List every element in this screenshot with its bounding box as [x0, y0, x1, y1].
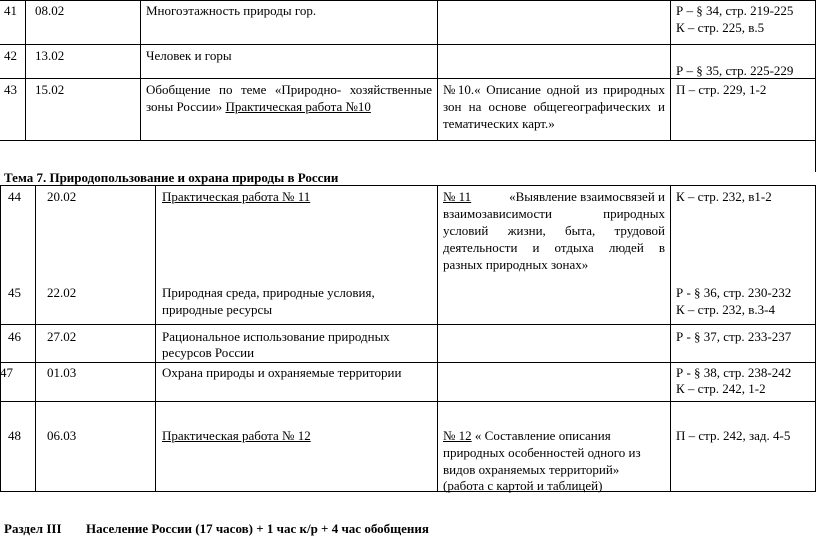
lesson-topic: Многоэтажность природы гор. [146, 3, 317, 18]
row-divider [0, 44, 816, 45]
column-divider [437, 0, 438, 140]
lab-description: тематических карт.» [443, 116, 555, 131]
practical-work-link[interactable]: Практическая работа №10 [225, 99, 371, 114]
practical-work-link[interactable]: Практическая работа № 12 [162, 428, 311, 443]
lesson-topic: Природная среда, природные условия, [162, 285, 375, 300]
lesson-number: 41 [4, 3, 17, 18]
lesson-date: 20.02 [47, 189, 77, 204]
lab-description: зон на основе общегеографических и [443, 99, 665, 114]
lesson-date: 27.02 [47, 329, 77, 344]
homework-line: К – стр. 232, в.3-4 [676, 302, 775, 317]
lesson-number: 42 [4, 48, 17, 63]
lesson-topic: Охрана природы и охраняемые территории [162, 365, 402, 380]
row-divider [0, 401, 816, 402]
column-divider [437, 185, 438, 491]
homework-line: Р – § 34, стр. 219-225 [676, 3, 794, 18]
homework-line: Р - § 36, стр. 230-232 [676, 285, 792, 300]
lab-description: природных особенностей одного из [443, 445, 641, 460]
lesson-number: 46 [8, 329, 21, 344]
lab-description [443, 427, 611, 444]
column-divider [0, 185, 1, 491]
column-divider [35, 185, 36, 491]
homework-line: Р - § 37, стр. 233-237 [676, 329, 792, 344]
lesson-topic: Рациональное использование природных [162, 329, 390, 344]
lab-description: «Выявление взаимосвязей и [509, 189, 665, 204]
table-border [0, 0, 816, 1]
homework-line: К – стр. 225, в.5 [676, 20, 765, 35]
homework-line: П – стр. 242, зад. 4-5 [676, 428, 791, 443]
section-title: Тема 7. Природопользование и охрана природы в России [4, 170, 339, 185]
section-part: Раздел III [4, 521, 62, 536]
lesson-number: 48 [8, 428, 21, 443]
lesson-date: 13.02 [35, 48, 65, 63]
lesson-number: 44 [8, 189, 21, 204]
lesson-topic: ресурсов России [162, 345, 255, 360]
homework-line: К – стр. 242, 1-2 [676, 381, 766, 396]
lesson-date: 22.02 [47, 285, 77, 300]
lesson-topic [146, 98, 371, 115]
lesson-date: 15.02 [35, 82, 65, 97]
column-divider [25, 0, 26, 140]
row-divider [0, 140, 816, 141]
lesson-date: 01.03 [47, 365, 77, 380]
lab-description: взаимозависимости природных [443, 206, 665, 221]
lesson-date: 06.03 [47, 428, 77, 443]
column-divider [155, 185, 156, 491]
column-divider [670, 0, 671, 140]
table-border [0, 491, 816, 492]
section-heading: Население России (17 часов) + 1 час к/р + 4 час обобщения [86, 521, 429, 536]
practical-work-link[interactable]: Практическая работа № 11 [162, 189, 311, 204]
homework-line: Р - § 38, стр. 238-242 [676, 365, 792, 380]
homework-line: К – стр. 232, в1-2 [676, 189, 772, 204]
lab-description: разных природных зонах» [443, 257, 589, 272]
lab-description: (работа с картой и таблицей) [443, 478, 603, 493]
lab-description: деятельности и отдыха людей в [443, 240, 665, 255]
lesson-topic-text: зоны России» [146, 99, 223, 114]
lab-description: условий жизни, быта, трудовой [443, 223, 665, 238]
lesson-number: 47 [0, 365, 13, 380]
lesson-number: 45 [8, 285, 21, 300]
column-divider [670, 185, 671, 491]
homework-line: Р – § 35, стр. 225-229 [676, 63, 794, 78]
lesson-topic: Человек и горы [146, 48, 232, 63]
lab-number: № 11 [443, 189, 472, 204]
lesson-date: 08.02 [35, 3, 65, 18]
lab-title: « Составление описания [474, 428, 611, 443]
column-divider [140, 0, 141, 140]
lesson-topic: Обобщение по теме «Природно- хозяйственные [146, 82, 432, 97]
row-divider [0, 324, 816, 325]
lab-description: видов охраняемых территорий» [443, 462, 620, 477]
lab-number: № 12 [443, 428, 472, 443]
lab-description: №10.« Описание одной из природных [443, 82, 665, 97]
row-divider [0, 362, 816, 363]
lesson-topic: природные ресурсы [162, 302, 273, 317]
homework-line: П – стр. 229, 1-2 [676, 82, 767, 97]
lesson-number: 43 [4, 82, 17, 97]
